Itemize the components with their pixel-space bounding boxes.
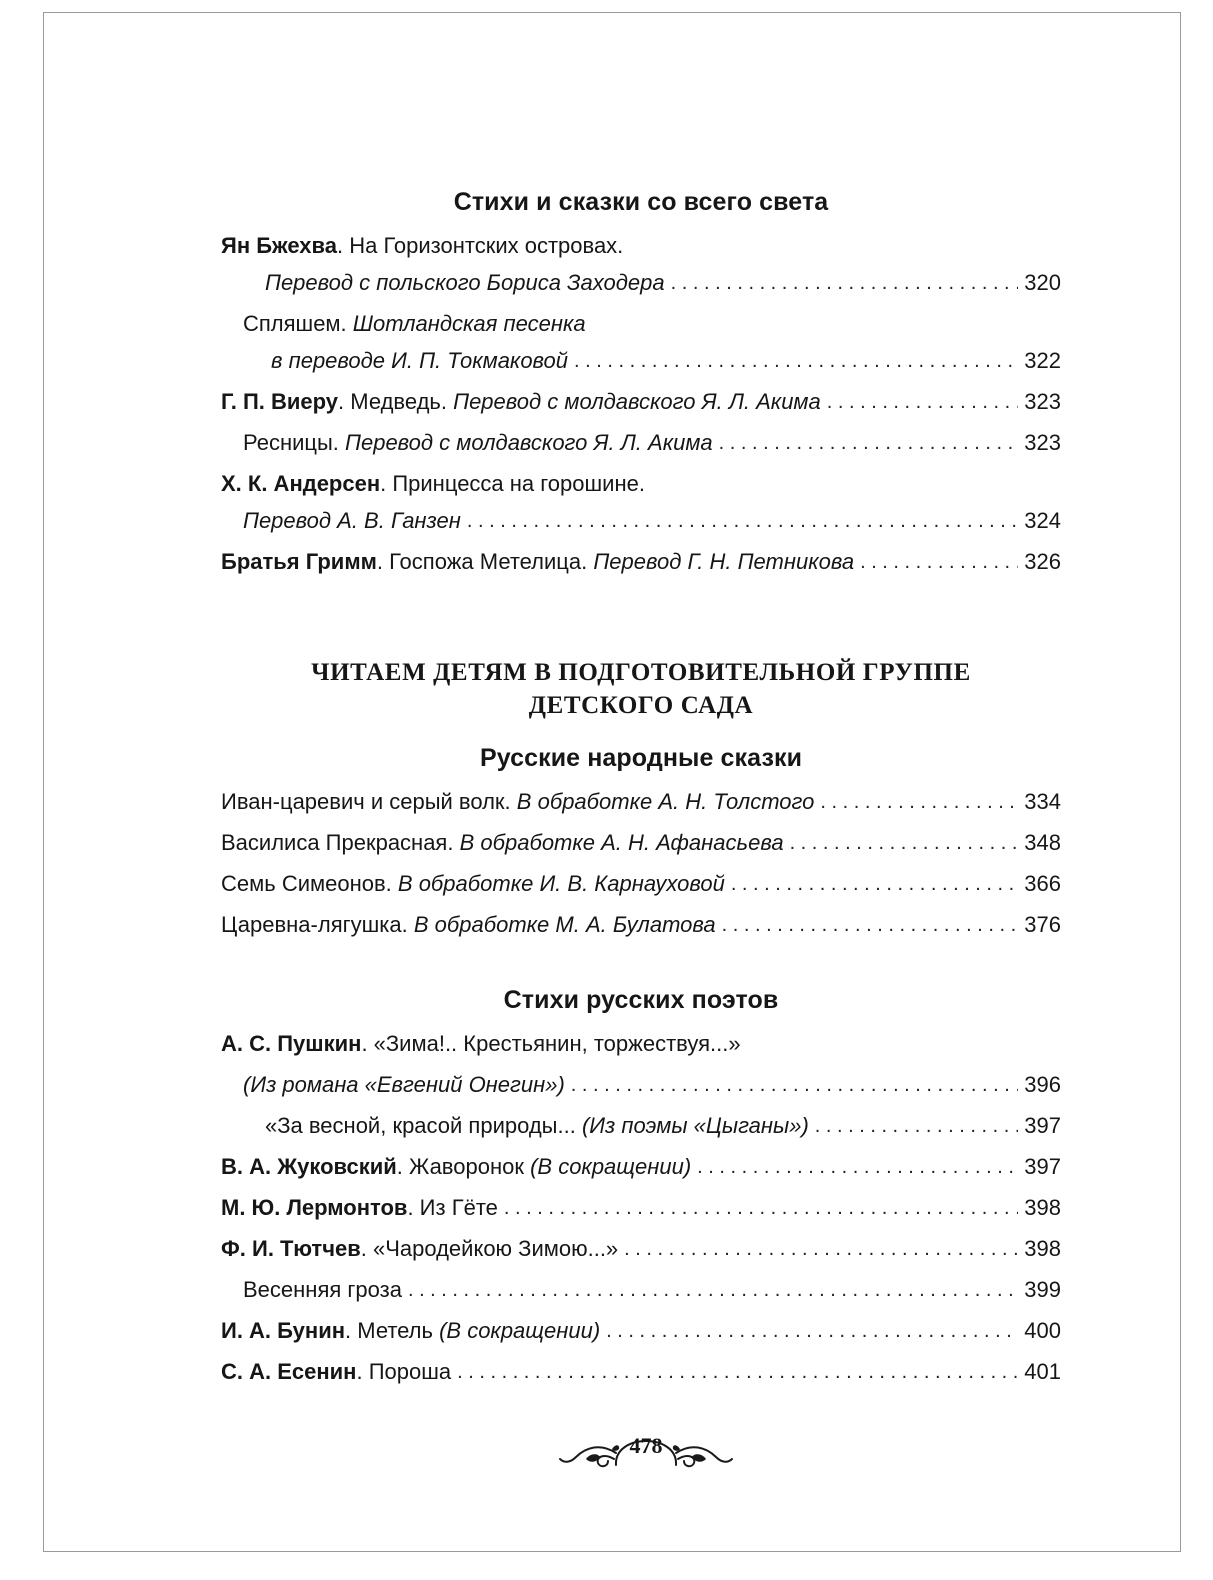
page-number-ornament: [556, 1413, 736, 1483]
dot-leader: [457, 1358, 1018, 1386]
dot-leader: [827, 388, 1019, 416]
toc-entry: [221, 388, 1061, 416]
dot-leader: [504, 1194, 1018, 1222]
entry-title: Василиса Прекрасная.: [221, 830, 460, 855]
entry-author: Г. П. Виеру: [221, 389, 339, 414]
entry-title: . Из Гёте: [407, 1195, 498, 1220]
section-heading: Стихи русских поэтов: [503, 986, 779, 1014]
entry-page: 397: [1024, 1113, 1061, 1138]
entry-page: 320: [1024, 270, 1061, 295]
entry-author: И. А. Бунин: [221, 1318, 346, 1343]
entry-title: «За весной, красой природы...: [265, 1113, 582, 1138]
entry-title: . Госпожа Метелица.: [376, 549, 594, 574]
toc-entry: [221, 1317, 1061, 1345]
entry-page: 400: [1024, 1318, 1061, 1343]
entry-author: Братья Гримм: [221, 549, 377, 574]
entry-note: в переводе И. П. Токмаковой: [271, 348, 569, 373]
dot-leader: [467, 507, 1018, 535]
entry-note: Перевод с молдавского Я. Л. Акима: [453, 389, 821, 414]
toc-entry: [221, 1071, 1061, 1099]
part-heading-line-2: ДЕТСКОГО САДА: [528, 692, 754, 719]
dot-leader: [697, 1153, 1018, 1181]
dot-leader: [820, 788, 1018, 816]
entry-title: . «Чародейкою Зимою...»: [360, 1236, 619, 1261]
entry-note: В обработке А. Н. Афанасьева: [459, 830, 784, 855]
entry-note: В обработке М. А. Булатова: [413, 912, 716, 937]
entry-page: 396: [1024, 1072, 1061, 1097]
toc-entry: [221, 788, 1061, 816]
dot-leader: [624, 1235, 1018, 1263]
dot-leader: [731, 870, 1018, 898]
entry-page: 366: [1024, 871, 1061, 896]
toc-entry: [221, 507, 1061, 535]
entry-note: Перевод с польского Бориса Заходера: [265, 270, 665, 295]
toc-entry: [221, 429, 1061, 457]
toc-entry: [221, 1030, 1061, 1058]
entry-page: 401: [1024, 1359, 1061, 1384]
dot-leader: [606, 1317, 1018, 1345]
toc-entry: [221, 829, 1061, 857]
toc-entry: [221, 1153, 1061, 1181]
entry-page: 334: [1024, 789, 1061, 814]
page-number: 478: [629, 1433, 663, 1458]
toc-entry: [221, 269, 1061, 297]
toc-entry: [221, 310, 1061, 338]
entry-author: Ян Бжехва: [221, 233, 337, 258]
dot-leader: [719, 429, 1019, 457]
dot-leader: [671, 269, 1019, 297]
entry-title: Царевна-лягушка.: [221, 912, 414, 937]
entry-page: 326: [1024, 549, 1061, 574]
section-heading: Стихи и сказки со всего света: [453, 188, 829, 216]
entry-note: (Из романа «Евгений Онегин»): [243, 1072, 565, 1097]
toc-entry: [221, 1235, 1061, 1263]
entry-title: . Принцесса на горошине.: [380, 471, 645, 496]
toc-entry: [221, 232, 1061, 260]
entry-note: В обработке А. Н. Толстого: [516, 789, 815, 814]
entry-title: . Медведь.: [338, 389, 454, 414]
toc-entry: [221, 870, 1061, 898]
dot-leader: [574, 347, 1018, 375]
entry-author: Ф. И. Тютчев: [221, 1236, 361, 1261]
entry-title: . Метель: [345, 1318, 440, 1343]
dot-leader: [790, 829, 1019, 857]
dot-leader: [815, 1112, 1019, 1140]
entry-page: 376: [1024, 912, 1061, 937]
entry-title: Семь Симеонов.: [221, 871, 398, 896]
entry-page: 398: [1024, 1195, 1061, 1220]
entry-author: В. А. Жуковский: [221, 1154, 397, 1179]
entry-note: (Из поэмы «Цыганы»): [581, 1113, 809, 1138]
entry-page: 348: [1024, 830, 1061, 855]
toc-entry: [221, 911, 1061, 939]
entry-title: . На Горизонтских островах.: [336, 233, 624, 258]
entry-page: 322: [1024, 348, 1061, 373]
entry-note: Перевод Г. Н. Петникова: [593, 549, 855, 574]
entry-title: . Пороша: [356, 1359, 452, 1384]
entry-page: 323: [1024, 430, 1061, 455]
section-heading: Русские народные сказки: [479, 744, 803, 772]
dot-leader: [571, 1071, 1019, 1099]
entry-page: 399: [1024, 1277, 1061, 1302]
toc-entry: [221, 1358, 1061, 1386]
entry-page: 398: [1024, 1236, 1061, 1261]
entry-title: Весенняя гроза: [243, 1277, 402, 1302]
entry-author: Х. К. Андерсен: [221, 471, 381, 496]
entry-author: М. Ю. Лермонтов: [221, 1195, 408, 1220]
entry-page: 323: [1024, 389, 1061, 414]
toc-entry: [221, 1112, 1061, 1140]
entry-page: 324: [1024, 508, 1061, 533]
entry-note: В обработке И. В. Карнауховой: [397, 871, 725, 896]
entry-title: Иван-царевич и серый волк.: [221, 789, 517, 814]
toc-entry: [221, 1194, 1061, 1222]
entry-title: Ресницы.: [243, 430, 346, 455]
part-heading-line-1: ЧИТАЕМ ДЕТЯМ В ПОДГОТОВИТЕЛЬНОЙ ГРУППЕ: [311, 659, 971, 686]
dot-leader: [722, 911, 1019, 939]
dot-leader: [860, 548, 1018, 576]
entry-title: . Жаворонок: [396, 1154, 531, 1179]
entry-note: Шотландская песенка: [352, 311, 586, 336]
entry-note: Перевод А. В. Ганзен: [243, 508, 461, 533]
toc-entry: [221, 470, 1061, 498]
entry-author: А. С. Пушкин: [221, 1031, 362, 1056]
toc-entry: [221, 1276, 1061, 1304]
dot-leader: [408, 1276, 1018, 1304]
toc-entry: [221, 548, 1061, 576]
table-of-contents: [221, 186, 1061, 1386]
entry-author: С. А. Есенин: [221, 1359, 357, 1384]
entry-title: . «Зима!.. Крестьянин, торжествуя...»: [361, 1031, 741, 1056]
entry-title: Спляшем.: [243, 311, 353, 336]
toc-entry: [221, 347, 1061, 375]
entry-note: Перевод с молдавского Я. Л. Акима: [345, 430, 713, 455]
entry-page: 397: [1024, 1154, 1061, 1179]
entry-note: (В сокращении): [530, 1154, 692, 1179]
entry-note: (В сокращении): [439, 1318, 601, 1343]
